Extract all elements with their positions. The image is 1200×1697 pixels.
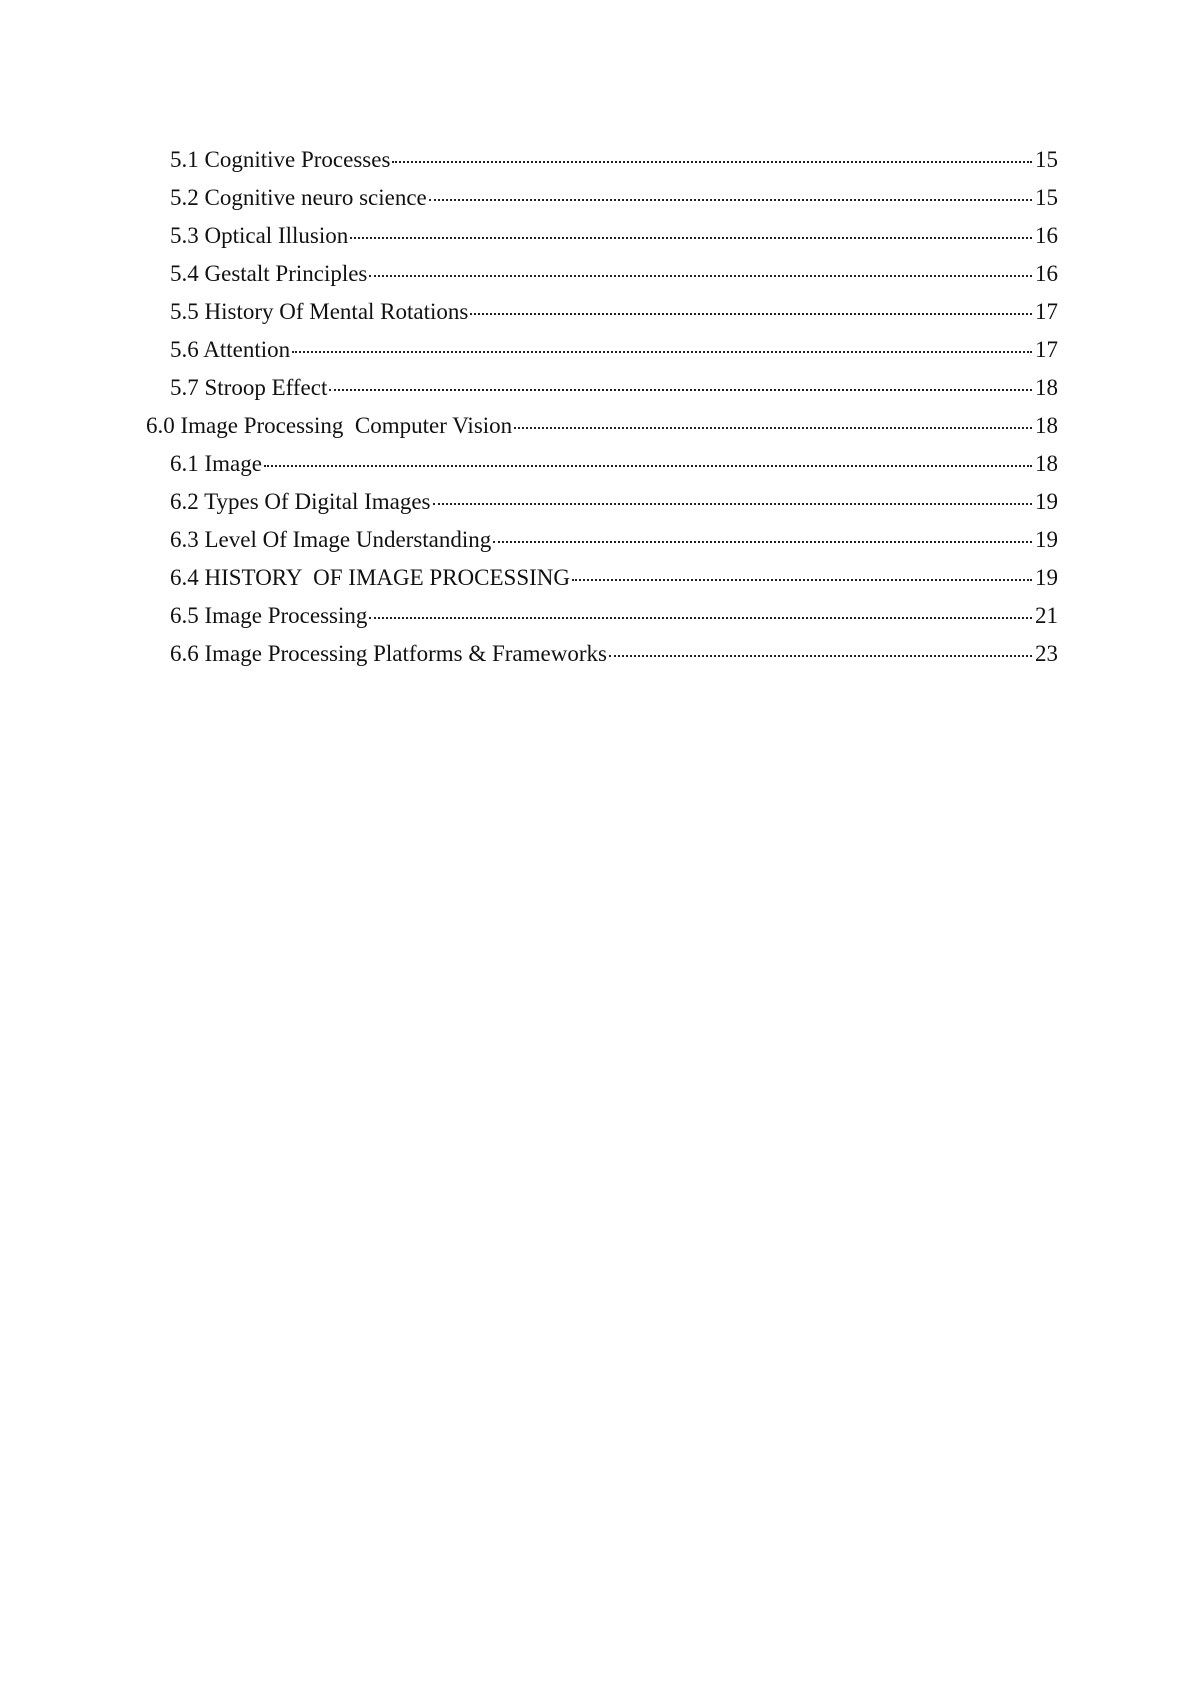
toc-entry-5-4[interactable] xyxy=(146,255,1058,293)
toc-entry-6-3[interactable] xyxy=(146,521,1058,559)
toc-page-number: 19 xyxy=(1035,565,1058,590)
toc-page-number: 16 xyxy=(1035,223,1058,248)
toc-page-number: 15 xyxy=(1035,147,1058,172)
table-of-contents xyxy=(146,141,1058,673)
toc-dot-leader xyxy=(609,655,1032,657)
toc-entry-6-2[interactable] xyxy=(146,483,1058,521)
toc-entry-title: 5.3 Optical Illusion xyxy=(170,223,349,248)
toc-dot-leader xyxy=(429,199,1032,201)
toc-entry-6-1[interactable] xyxy=(146,445,1058,483)
toc-entry-6-4[interactable] xyxy=(146,559,1058,597)
toc-entry-6-5[interactable] xyxy=(146,597,1058,635)
toc-dot-leader xyxy=(369,617,1032,619)
toc-entry-title: 5.2 Cognitive neuro science xyxy=(170,185,427,210)
toc-dot-leader xyxy=(572,579,1032,581)
toc-page-number: 18 xyxy=(1035,413,1058,438)
toc-entry-title: 5.4 Gestalt Principles xyxy=(170,261,368,286)
toc-page-number: 15 xyxy=(1035,185,1058,210)
toc-page-number: 19 xyxy=(1035,489,1058,514)
toc-page-number: 18 xyxy=(1035,375,1058,400)
toc-page-number: 18 xyxy=(1035,451,1058,476)
toc-dot-leader xyxy=(433,503,1032,505)
toc-entry-title: 5.5 History Of Mental Rotations xyxy=(170,299,469,324)
toc-entry-title: 5.6 Attention xyxy=(170,337,291,362)
toc-dot-leader xyxy=(493,541,1032,543)
toc-dot-leader xyxy=(292,351,1032,353)
toc-page-number: 23 xyxy=(1035,641,1058,666)
toc-entry-title: 6.5 Image Processing xyxy=(170,603,368,628)
toc-entry-5-2[interactable] xyxy=(146,179,1058,217)
toc-entry-5-3[interactable] xyxy=(146,217,1058,255)
toc-entry-6-0[interactable] xyxy=(146,407,1058,445)
toc-entry-title: 6.4 HISTORY OF IMAGE PROCESSING xyxy=(170,565,571,590)
toc-dot-leader xyxy=(392,161,1032,163)
toc-entry-title: 6.1 Image xyxy=(170,451,262,476)
toc-entry-5-1[interactable] xyxy=(146,141,1058,179)
toc-entry-title: 6.6 Image Processing Platforms & Frameworks xyxy=(170,641,607,666)
toc-page-number: 16 xyxy=(1035,261,1058,286)
toc-entry-title: 5.1 Cognitive Processes xyxy=(170,147,391,172)
toc-entry-5-6[interactable] xyxy=(146,331,1058,369)
toc-entry-title: 5.7 Stroop Effect xyxy=(170,375,328,400)
toc-dot-leader xyxy=(470,313,1032,315)
toc-page-number: 17 xyxy=(1035,299,1058,324)
toc-entry-title: 6.0 Image Processing Computer Vision xyxy=(146,413,513,438)
toc-entry-title: 6.2 Types Of Digital Images xyxy=(170,489,431,514)
toc-page-number: 21 xyxy=(1035,603,1058,628)
toc-page-number: 19 xyxy=(1035,527,1058,552)
toc-dot-leader xyxy=(264,465,1032,467)
toc-entry-5-5[interactable] xyxy=(146,293,1058,331)
toc-entry-5-7[interactable] xyxy=(146,369,1058,407)
toc-dot-leader xyxy=(369,275,1032,277)
toc-entry-title: 6.3 Level Of Image Understanding xyxy=(170,527,492,552)
toc-entry-6-6[interactable] xyxy=(146,635,1058,673)
toc-dot-leader xyxy=(514,427,1032,429)
toc-page-number: 17 xyxy=(1035,337,1058,362)
toc-dot-leader xyxy=(350,237,1032,239)
toc-dot-leader xyxy=(329,389,1032,391)
